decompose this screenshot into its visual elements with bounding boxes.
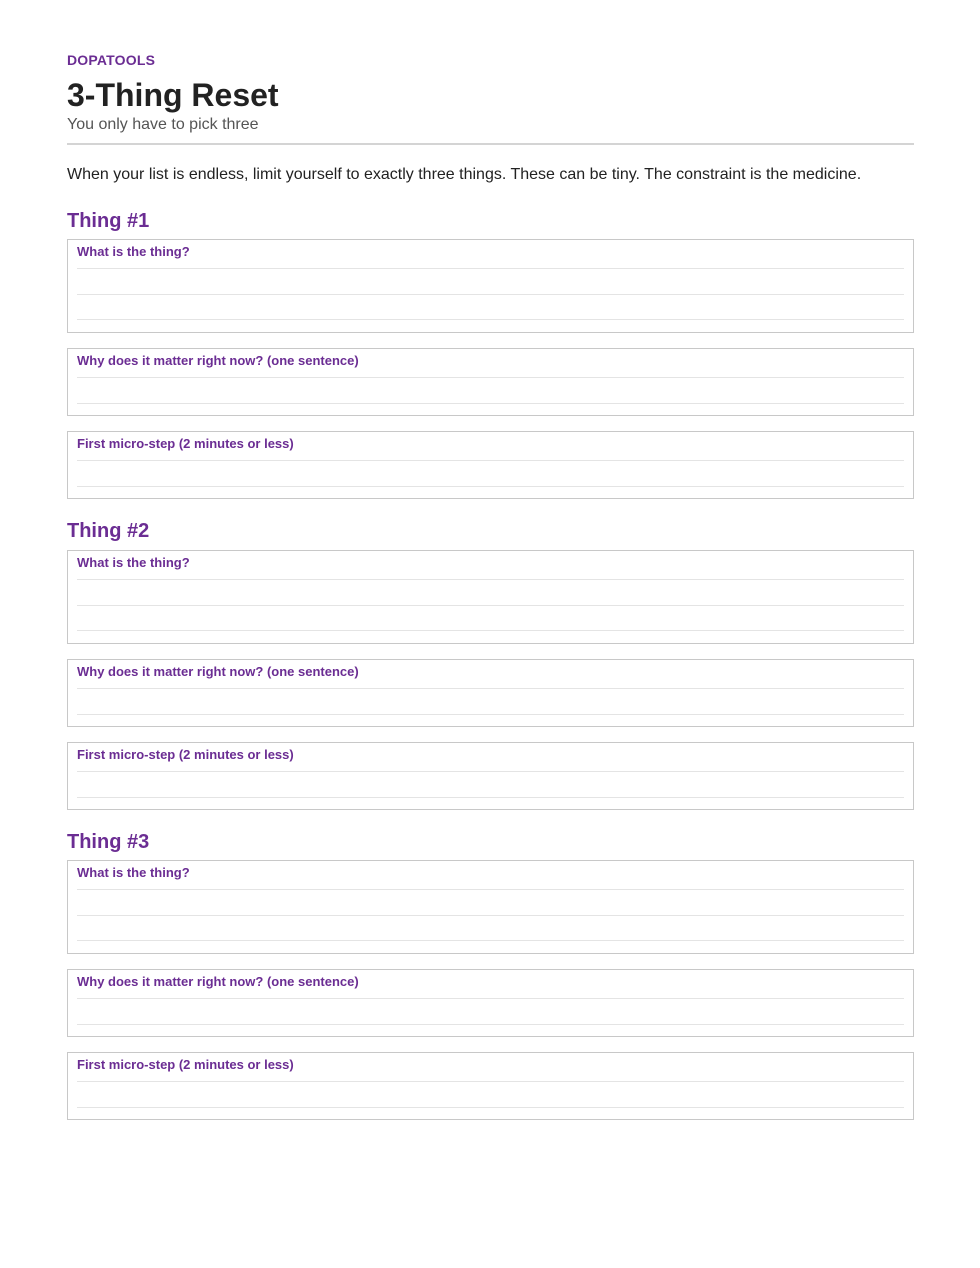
writing-line	[77, 1024, 904, 1025]
field-first-micro-step-1[interactable]	[67, 431, 914, 499]
writing-line	[77, 486, 904, 487]
field-why-it-matters-3[interactable]	[67, 969, 914, 1037]
field-what-is-the-thing-2[interactable]	[67, 550, 914, 644]
writing-line	[77, 1081, 904, 1082]
section-heading-2: Thing #2	[67, 520, 150, 542]
writing-line	[77, 688, 904, 689]
writing-line	[77, 940, 904, 941]
field-why-it-matters-2[interactable]	[67, 659, 914, 727]
intro-text: When your list is endless, limit yourself to exactly three things. These can be tiny. The constraint is the medicine.	[67, 166, 862, 183]
writing-line	[77, 319, 904, 320]
field-label: What is the thing?	[77, 555, 190, 570]
writing-line	[77, 294, 904, 295]
writing-line	[77, 771, 904, 772]
writing-line	[77, 998, 904, 999]
field-what-is-the-thing-1[interactable]	[67, 239, 914, 333]
page-subtitle: You only have to pick three	[67, 116, 259, 133]
field-label: Why does it matter right now? (one sentence)	[77, 353, 359, 368]
header-divider	[67, 143, 914, 145]
field-label: First micro-step (2 minutes or less)	[77, 747, 294, 762]
writing-line	[77, 714, 904, 715]
section-heading-3: Thing #3	[67, 831, 150, 853]
writing-line	[77, 630, 904, 631]
field-label: First micro-step (2 minutes or less)	[77, 1057, 294, 1072]
writing-line	[77, 377, 904, 378]
field-label: Why does it matter right now? (one sentence)	[77, 664, 359, 679]
field-label: What is the thing?	[77, 244, 190, 259]
section-heading-1: Thing #1	[67, 210, 150, 232]
page-title: 3-Thing Reset	[67, 77, 279, 113]
writing-line	[77, 605, 904, 606]
writing-line	[77, 1107, 904, 1108]
writing-line	[77, 579, 904, 580]
writing-line	[77, 915, 904, 916]
writing-line	[77, 797, 904, 798]
writing-line	[77, 403, 904, 404]
field-label: First micro-step (2 minutes or less)	[77, 436, 294, 451]
field-what-is-the-thing-3[interactable]	[67, 860, 914, 954]
field-label: What is the thing?	[77, 865, 190, 880]
field-first-micro-step-3[interactable]	[67, 1052, 914, 1120]
field-label: Why does it matter right now? (one sentence)	[77, 974, 359, 989]
writing-line	[77, 268, 904, 269]
writing-line	[77, 889, 904, 890]
brand-label: DOPATOOLS	[67, 52, 156, 68]
field-why-it-matters-1[interactable]	[67, 348, 914, 416]
field-first-micro-step-2[interactable]	[67, 742, 914, 810]
writing-line	[77, 460, 904, 461]
